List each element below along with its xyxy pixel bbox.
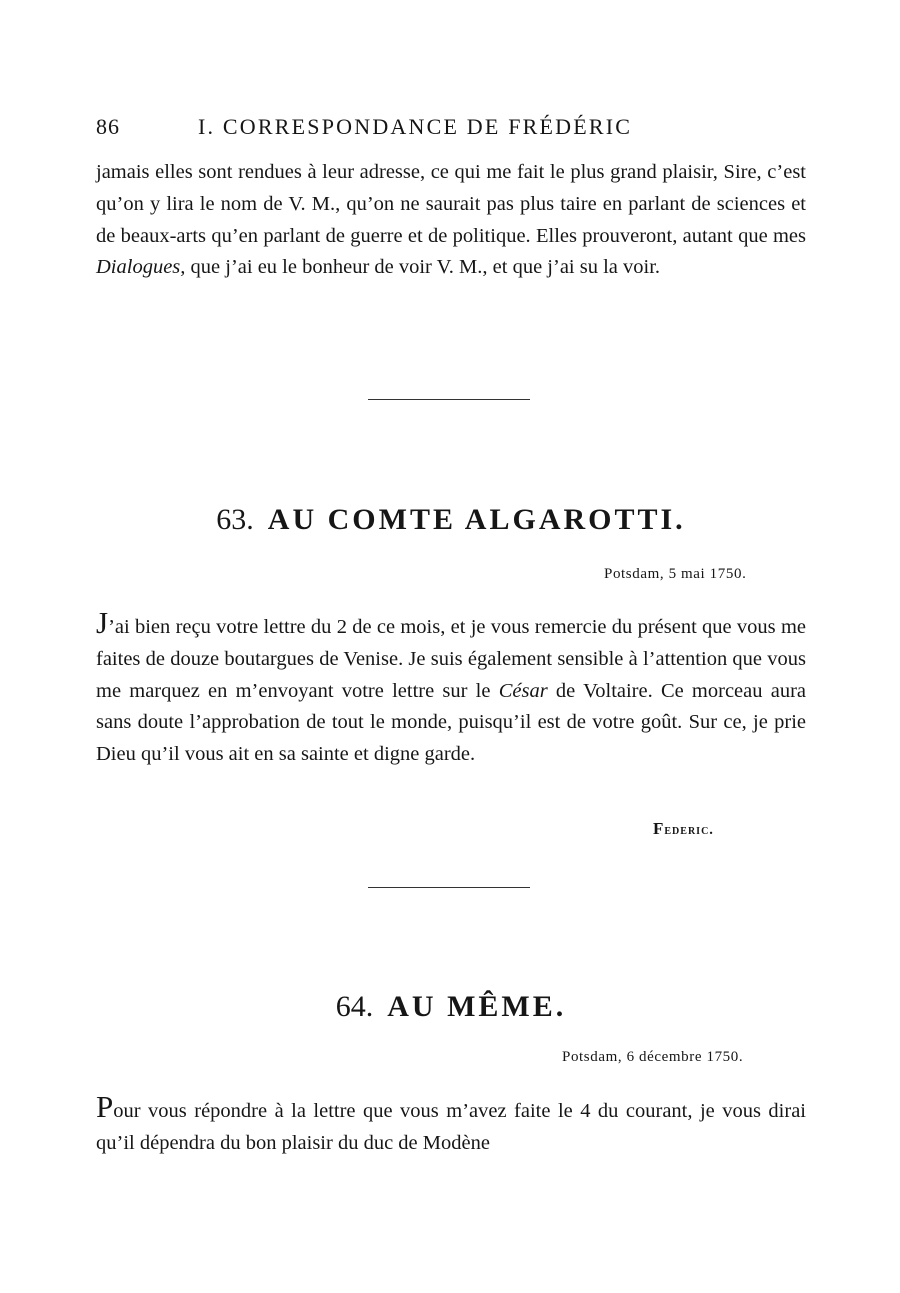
section-divider <box>368 887 530 888</box>
letter-63-number: 63. <box>216 503 254 536</box>
running-head <box>96 114 806 146</box>
letter-63-heading <box>96 503 806 537</box>
letter-64-heading <box>96 990 806 1024</box>
letter-63-body <box>96 605 806 771</box>
letter-63-title: AU COMTE ALGAROTTI. <box>267 503 686 536</box>
letter-63-dateline: Potsdam, 5 mai 1750. <box>604 566 747 582</box>
letter-64-dropcap: P <box>96 1089 114 1124</box>
continued-paragraph <box>96 157 806 284</box>
letter-63-dropcap: J <box>96 605 109 640</box>
dialogues-title-italic: Dialogues, <box>96 256 186 279</box>
letter-64-title: AU MÊME. <box>387 990 567 1023</box>
letter-64-number: 64. <box>335 990 374 1023</box>
letter-64-dateline: Potsdam, 6 décembre 1750. <box>562 1049 744 1065</box>
continued-letter-text <box>96 157 806 284</box>
letter-64-text: our vous répondre à la lettre que vous m’avez faite le 4 du courant, je vous dirai qu’il dépendra du bon plaisir du duc de Modène <box>96 1100 806 1154</box>
letter-63-signature: Federic. <box>653 819 714 838</box>
letter-63-text-part-1: ’ai bien reçu votre lettre du 2 de ce mois, et je vous remercie du présent que vous me faites de douze boutargues de Venise. Je suis également sensible à l’attention que vous me marquez en m’envoyant votre lettre sur le <box>96 616 806 702</box>
letter-64-paragraph <box>96 1089 806 1160</box>
continued-text-part-2: que j’ai eu le bonheur de voir V. M., et que j’ai su la voir. <box>185 256 661 279</box>
page-number: 86 <box>96 114 120 139</box>
section-divider <box>368 399 530 400</box>
letter-64-body <box>96 1089 806 1160</box>
continued-text-part-1: jamais elles sont rendues à leur adresse, ce qui me fait le plus grand plaisir, Sire, c’est qu’on y lira le nom de V. M., qu’on ne saurait pas plus taire en parlant de sciences et de beaux-arts qu’en parlant de guerre et de politique. Elles prouveront, autant que mes <box>96 161 806 247</box>
letter-63-paragraph <box>96 605 806 771</box>
running-head-title: I. CORRESPONDANCE DE FRÉDÉRIC <box>198 114 633 139</box>
letter-63-text-part-2: de Voltaire. Ce morceau aura sans doute l’approbation de tout le monde, puisqu’il est de votre goût. Sur ce, je prie Dieu qu’il vous ait en sa sainte et digne garde. <box>96 679 806 766</box>
cesar-title-italic: César <box>498 679 548 702</box>
